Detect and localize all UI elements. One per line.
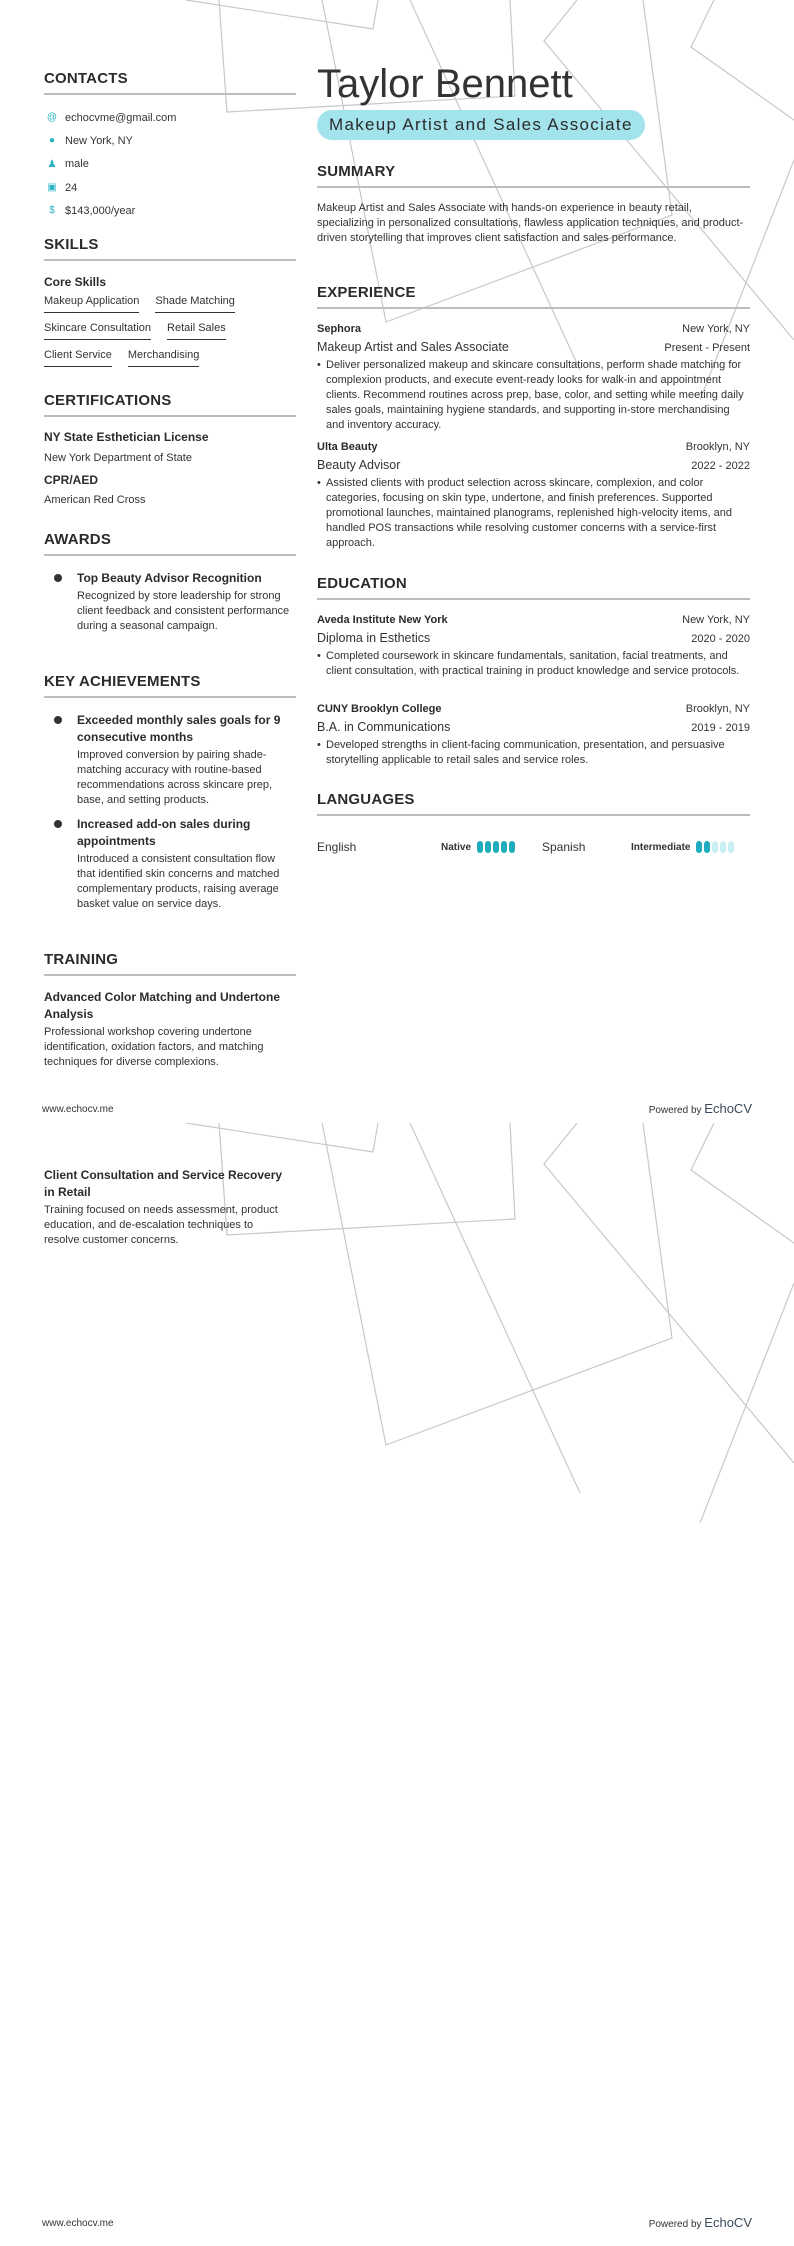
skill-tag: Shade Matching xyxy=(155,294,235,313)
certification-name: CPR/AED xyxy=(44,473,99,487)
bullet-icon xyxy=(54,820,62,828)
divider xyxy=(317,814,750,816)
skills-heading: SKILLS xyxy=(44,236,99,253)
achievement-item xyxy=(44,712,296,808)
summary-heading: SUMMARY xyxy=(317,163,396,180)
education-bullet: • Completed coursework in skincare fundamentals, sanitation, facial treatments, and client consultation, with practical training in product knowledge and service protocols. xyxy=(317,649,750,679)
job-title-badge: Makeup Artist and Sales Associate xyxy=(317,110,645,140)
certifications-heading: CERTIFICATIONS xyxy=(44,392,172,409)
certification-issuer: New York Department of State xyxy=(44,452,192,464)
achievement-description: Introduced a consistent consultation flow that identified skin concerns and matched complementary products, raising average basket value on service days. xyxy=(77,853,280,910)
summary-text: Makeup Artist and Sales Associate with hands-on experience in beauty retail, specializing in personalized consultations, flawless application techniques, and product-driven storytelling that improves client satisfaction and sales performance. xyxy=(317,202,744,244)
skill-tag: Client Service xyxy=(44,348,112,367)
level-bar-filled xyxy=(509,841,515,853)
brand-logo: EchoCV xyxy=(704,1101,752,1116)
achievement-item xyxy=(44,816,296,912)
skill-tag: Retail Sales xyxy=(167,321,226,340)
contact-gender xyxy=(44,153,296,176)
school-location: New York, NY xyxy=(682,614,750,626)
divider xyxy=(44,554,296,556)
job-bullet: • Deliver personalized makeup and skincare consultations, perform shade matching for complexion products, and execute event-ready looks for walk-in and appointment clients. Recommend routines across prep, base, color, and setting while meeting daily sales goals, maintaining hygiene standards, and supporting in-store merchandising and inventory accuracy. xyxy=(317,358,750,433)
level-bar-filled xyxy=(477,841,483,853)
training-item xyxy=(44,989,289,1070)
candidate-name: Taylor Bennett xyxy=(317,62,573,106)
contact-value: 24 xyxy=(65,181,78,194)
language-item xyxy=(542,840,752,854)
divider xyxy=(44,696,296,698)
training-description: Professional workshop covering undertone identification, oxidation factors, and matching techniques for diverse complexions. xyxy=(44,1026,264,1068)
certification-issuer: American Red Cross xyxy=(44,494,146,506)
powered-label: Powered by xyxy=(648,1105,702,1116)
powered-label: Powered by xyxy=(648,2219,702,2230)
awards-heading: AWARDS xyxy=(44,531,112,548)
training-title: Client Consultation and Service Recovery in Retail xyxy=(44,1168,283,1199)
divider xyxy=(44,259,296,261)
level-bar-empty xyxy=(720,841,726,853)
divider xyxy=(44,974,296,976)
job-role: Beauty Advisor xyxy=(317,458,401,472)
job-dates: 2022 - 2022 xyxy=(691,460,750,472)
contacts-heading: CONTACTS xyxy=(44,70,128,87)
divider xyxy=(317,598,750,600)
level-bar-filled xyxy=(696,841,702,853)
education-item xyxy=(317,702,750,768)
education-item xyxy=(317,613,750,679)
contact-location xyxy=(44,129,296,152)
skill-tag: Skincare Consultation xyxy=(44,321,151,340)
footer-url[interactable]: www.echocv.me xyxy=(42,2218,114,2229)
training-heading: TRAINING xyxy=(44,951,119,968)
resume-page-2 xyxy=(0,1123,794,2246)
level-bar-filled xyxy=(485,841,491,853)
certification-name: NY State Esthetician License xyxy=(44,430,209,444)
degree: Diploma in Esthetics xyxy=(317,631,431,645)
level-bar-filled xyxy=(501,841,507,853)
language-level: Intermediate xyxy=(631,841,691,853)
experience-item xyxy=(317,322,750,433)
training-description: Training focused on needs assessment, product education, and de-escalation techniques to resolve customer concerns. xyxy=(44,1204,278,1246)
brand-logo: EchoCV xyxy=(704,2215,752,2230)
divider xyxy=(317,186,750,188)
skill-tag: Makeup Application xyxy=(44,294,139,313)
job-dates: Present - Present xyxy=(664,342,750,354)
job-location: New York, NY xyxy=(682,323,750,335)
achievement-description: Improved conversion by pairing shade-matching accuracy with routine-based recommendations across skincare prep, base, and setting products. xyxy=(77,749,273,806)
education-heading: EDUCATION xyxy=(317,575,407,592)
bullet-text: Deliver personalized makeup and skincare consultations, perform shade matching for complexion products, and execute event-ready looks for walk-in and appointment clients. Recommend routines across prep, base, color, and setting while meeting daily sales goals, maintaining hygiene standards, and supporting in-store merchandising and inventory accuracy. xyxy=(326,359,744,431)
contacts-list xyxy=(44,106,296,222)
language-level: Native xyxy=(441,841,472,853)
level-bar-empty xyxy=(712,841,718,853)
job-location: Brooklyn, NY xyxy=(685,441,750,453)
achievements-heading: KEY ACHIEVEMENTS xyxy=(44,673,201,690)
skills-list xyxy=(44,294,274,367)
language-item xyxy=(317,840,527,854)
contact-value: New York, NY xyxy=(65,134,133,147)
contact-salary xyxy=(44,199,296,222)
divider xyxy=(44,415,296,417)
calendar-icon: ▣ xyxy=(47,182,57,194)
contact-age xyxy=(44,176,296,199)
award-item xyxy=(44,570,296,634)
degree: B.A. in Communications xyxy=(317,720,451,734)
skills-group-title: Core Skills xyxy=(44,275,107,289)
location-pin-icon: ● xyxy=(48,135,56,147)
school: Aveda Institute New York xyxy=(317,614,448,626)
footer-powered-by[interactable] xyxy=(649,1101,752,1116)
achievement-title: Exceeded monthly sales goals for 9 consecutive months xyxy=(77,713,281,744)
education-dates: 2019 - 2019 xyxy=(691,722,750,734)
job-bullet: • Assisted clients with product selection across skincare, complexion, and color categories, focusing on skin type, undertone, and finish preferences. Supported promotional launches, maintained planograms, replenished high-velocity items, and handled POS transactions while resolving customer concerns with a service-first approach. xyxy=(317,476,750,551)
level-bar-filled xyxy=(704,841,710,853)
school-location: Brooklyn, NY xyxy=(685,703,750,715)
education-dates: 2020 - 2020 xyxy=(691,633,750,645)
education-bullet: • Developed strengths in client-facing communication, presentation, and persuasive storytelling applicable to retail sales and service roles. xyxy=(317,738,750,768)
bullet-text: Completed coursework in skincare fundamentals, sanitation, facial treatments, and client consultation, with practical training in product knowledge and service protocols. xyxy=(326,650,740,677)
contact-value: male xyxy=(65,158,89,171)
level-bar-empty xyxy=(728,841,734,853)
contact-value: echocvme@gmail.com xyxy=(65,111,177,124)
bullet-text: Assisted clients with product selection across skincare, complexion, and color categories, focusing on skin type, undertone, and finish preferences. Supported promotional launches, maintained planograms, replenished high-velocity items, and handled POS transactions while resolving customer concerns with a service-first approach. xyxy=(326,477,733,549)
language-name: Spanish xyxy=(542,840,586,854)
contact-value: $143,000/year xyxy=(65,204,136,217)
experience-heading: EXPERIENCE xyxy=(317,284,416,301)
achievement-title: Increased add-on sales during appointments xyxy=(77,817,251,848)
bullet-icon xyxy=(54,716,62,724)
languages-heading: LANGUAGES xyxy=(317,791,415,808)
language-name: English xyxy=(317,840,357,854)
level-bar-filled xyxy=(493,841,499,853)
footer-powered-by[interactable] xyxy=(649,2215,752,2230)
language-level-bars xyxy=(696,841,734,853)
employer: Ulta Beauty xyxy=(317,441,378,453)
school: CUNY Brooklyn College xyxy=(317,703,442,715)
dollar-icon: $ xyxy=(49,205,55,217)
contact-email[interactable] xyxy=(44,106,296,129)
experience-item xyxy=(317,440,750,551)
footer-url[interactable]: www.echocv.me xyxy=(42,1104,114,1115)
language-level-bars xyxy=(477,841,515,853)
divider xyxy=(44,93,296,95)
employer: Sephora xyxy=(317,323,362,335)
bullet-text: Developed strengths in client-facing communication, presentation, and persuasive storytelling applicable to retail sales and service roles. xyxy=(326,739,725,766)
bullet-icon xyxy=(54,574,62,582)
award-description: Recognized by store leadership for strong client feedback and consistent performance during a seasonal campaign. xyxy=(77,590,290,632)
person-icon: ♟ xyxy=(47,158,57,170)
divider xyxy=(317,307,750,309)
skill-tag: Merchandising xyxy=(128,348,200,367)
at-icon: @ xyxy=(46,112,58,124)
training-item xyxy=(44,1167,289,1248)
job-role: Makeup Artist and Sales Associate xyxy=(317,340,509,354)
award-title: Top Beauty Advisor Recognition xyxy=(77,571,262,585)
training-title: Advanced Color Matching and Undertone Analysis xyxy=(44,990,281,1021)
